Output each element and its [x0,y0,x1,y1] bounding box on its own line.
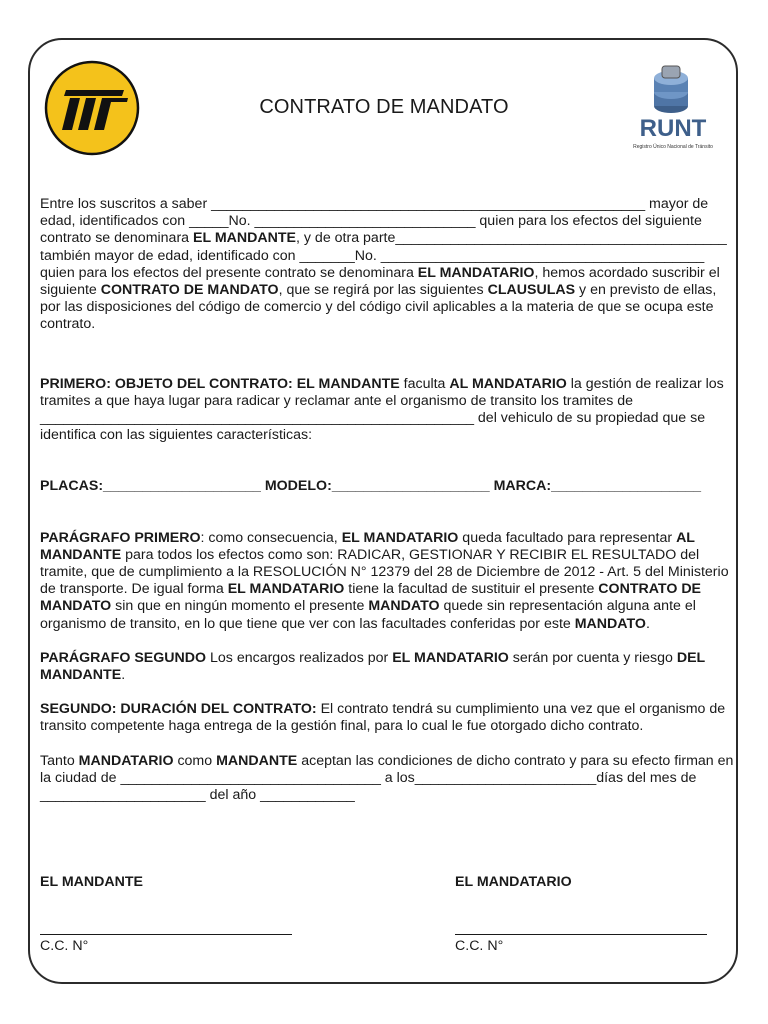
runt-logo-subtext: Registro Único Nacional de Tránsito [633,144,713,150]
signature-line [455,934,707,935]
signature-cc: C.C. N° [455,938,504,954]
contract-body [40,196,740,804]
clause-segundo: SEGUNDO: DURACIÓN DEL CONTRATO: El contrato tendrá su cumplimiento una vez que el organismo de transito competente haga entrega de la gestión final, para lo cual le fue otorgado dicho contrato. [40,701,726,735]
signature-cc: C.C. N° [40,938,89,954]
vehicle-fields [40,478,740,495]
page-title: CONTRATO DE MANDATO [259,96,509,118]
signature-label: EL MANDATARIO [455,874,572,890]
paragrafo-primero: PARÁGRAFO PRIMERO: como consecuencia, EL MANDATARIO queda facultado para representar AL MANDANTE para todos los efectos como son: RADICAR, GESTIONAR Y RECIBIR EL RESULTADO del tramite, que de cumplimiento a la RESOLUCIÓN N° 12379 del 28 de Diciembre de 2012 - Art. 5 del Ministerio de transporte. De igual forma EL MANDATARIO tiene la facultad de sustituir el presente CONTRATO DE MANDATO sin que en ningún momento el presente MANDATO quede sin representación alguna ante el organismo de transito, en lo que tiene que ver con las facultades conferidas por este MANDATO. [40,529,729,632]
closing-paragraph: Tanto MANDATARIO como MANDANTE aceptan las condiciones de dicho contrato y para su efecto firman en la ciudad de _________________________________ a los_______________________días del mes de _____________________ del año ____________ [40,752,734,804]
clause-primero: PRIMERO: OBJETO DEL CONTRATO: EL MANDANTE faculta AL MANDATARIO la gestión de realizar los tramites a que haya lugar para radicar y reclamar ante el organismo de transito los tramites de _______________________________________________________ del vehiculo de su propiedad que se identifica con las siguientes características: [40,375,724,444]
modelo-field: MODELO:____________________ [264,478,490,495]
signature-mandante [40,874,292,955]
marca-field: MARCA:___________________ [493,478,702,495]
placas-field: PLACAS:____________________ [40,478,261,495]
paragrafo-segundo: PARÁGRAFO SEGUNDO Los encargos realizados por EL MANDATARIO serán por cuenta y riesgo DEL MANDANTE. [40,649,705,684]
intro-paragraph: Entre los suscritos a saber _______________________________________________________ mayor de edad, identificados con _____No. ____________________________ quien para los efectos del siguiente contrato se denominara EL MANDANTE, y de otra parte__________________________________________ también mayor de edad, identificado con _______No. _________________________________________ quien para los efectos del presente contrato se denominara EL MANDATARIO, hemos acordado suscribir el siguiente CONTRATO DE MANDATO, que se regirá por las siguientes CLAUSULAS y en previsto de ellas, por las disposiciones del código de comercio y del código civil aplicables a la materia de que se ocupa este contrato. [40,196,727,333]
signature-mandatario [455,874,707,955]
runt-logo-text: RUNT [639,115,707,142]
signature-line [40,934,292,935]
signature-label: EL MANDANTE [40,874,143,890]
